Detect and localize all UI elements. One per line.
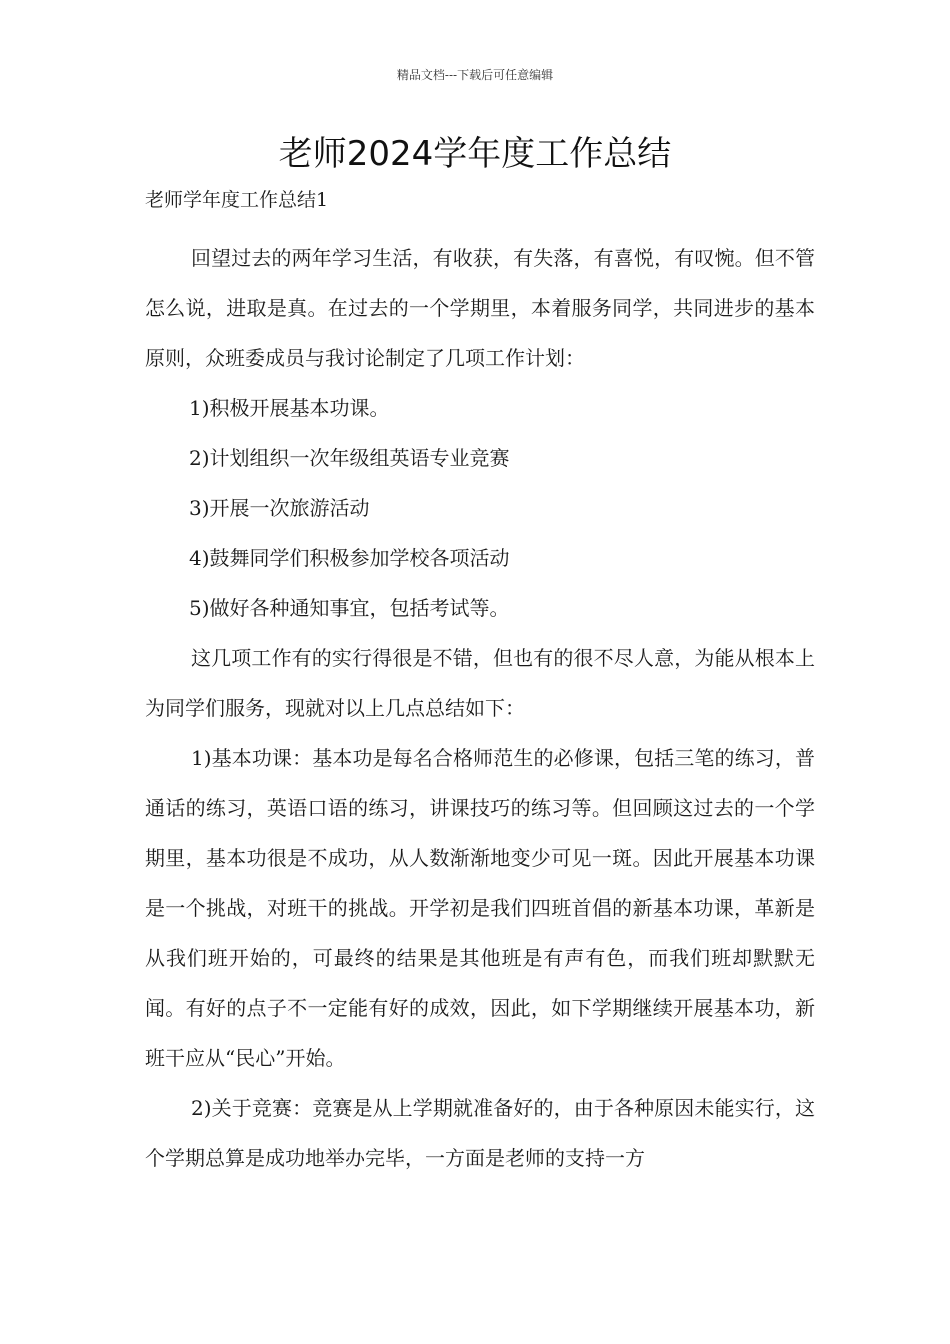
summary-intro-paragraph: 这几项工作有的实行得很是不错，但也有的很不尽人意，为能从根本上为同学们服务，现就对以上几点总结如下： <box>145 646 815 720</box>
plan-item: 1)积极开展基本功课。 <box>189 396 390 420</box>
document-title: 老师2024学年度工作总结 <box>278 134 672 174</box>
document-subtitle: 老师学年度工作总结1 <box>145 189 329 211</box>
section-competition: 2)关于竞赛：竞赛是从上学期就准备好的，由于各种原因未能实行，这个学期总算是成功地举办完毕，一方面是老师的支持一方 <box>145 1096 815 1170</box>
document-body <box>145 183 815 1183</box>
plan-item: 5)做好各种通知事宜，包括考试等。 <box>189 596 510 620</box>
plan-item: 3)开展一次旅游活动 <box>189 496 370 520</box>
header-note: 精品文档---下载后可任意编辑 <box>396 68 554 82</box>
section-basic-skills: 1)基本功课：基本功是每名合格师范生的必修课，包括三笔的练习，普通话的练习，英语口语的练习，讲课技巧的练习等。但回顾这过去的一个学期里，基本功很是不成功，从人数渐渐地变少可见一斑。因此开展基本功课是一个挑战，对班干的挑战。开学初是我们四班首倡的新基本功课，革新是从我们班开始的，可最终的结果是其他班是有声有色，而我们班却默默无闻。有好的点子不一定能有好的成效，因此，如下学期继续开展基本功，新班干应从“民心”开始。 <box>145 746 815 1070</box>
plan-item: 2)计划组织一次年级组英语专业竞赛 <box>189 446 510 470</box>
intro-paragraph: 回望过去的两年学习生活，有收获，有失落，有喜悦，有叹惋。但不管怎么说，进取是真。在过去的一个学期里，本着服务同学，共同进步的基本原则，众班委成员与我讨论制定了几项工作计划： <box>145 246 815 370</box>
plan-item: 4)鼓舞同学们积极参加学校各项活动 <box>189 546 510 570</box>
